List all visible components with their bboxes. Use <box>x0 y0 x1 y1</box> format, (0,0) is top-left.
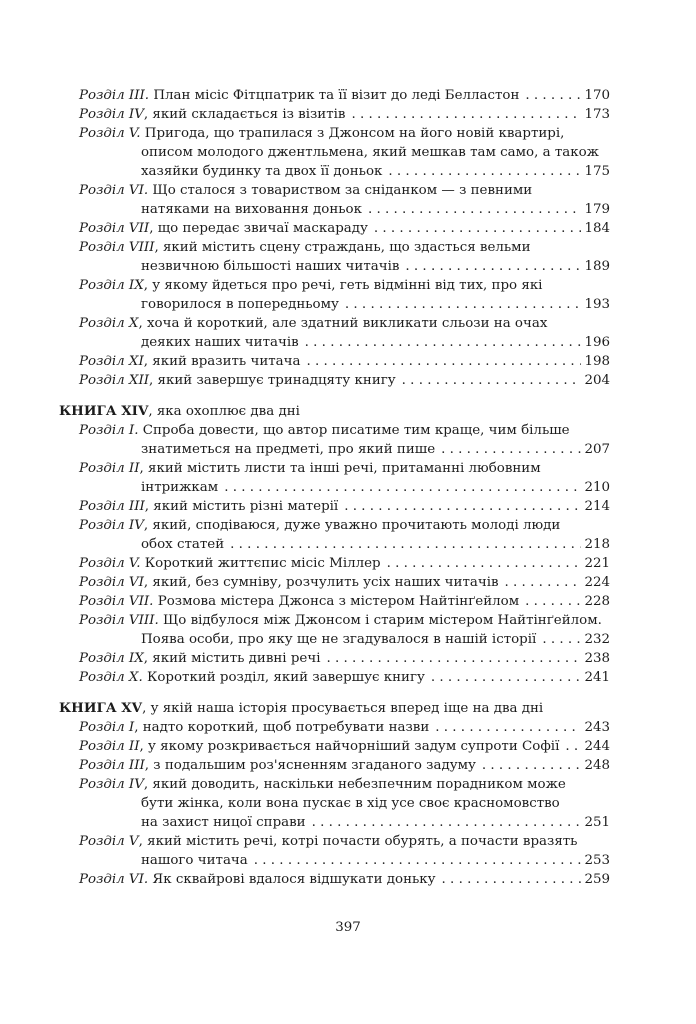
dot-leader <box>525 592 581 611</box>
page-ref: 224 <box>584 575 610 590</box>
page-ref: 228 <box>584 594 610 609</box>
chapter-title-text: незвичною більшості наших читачів <box>141 259 400 274</box>
toc-entry-line <box>0 276 610 295</box>
page-ref: 253 <box>584 853 610 868</box>
chapter-label: Розділ IV <box>79 107 144 122</box>
chapter-title-text: План місіс Фітцпатрик та її візит до леді Белластон <box>153 88 520 103</box>
table-of-contents <box>0 86 696 901</box>
chapter-title-text: говорилося в попередньому <box>141 297 339 312</box>
chapter-label: Розділ III <box>79 758 145 773</box>
toc-entry-line <box>0 592 610 611</box>
chapter-label: Розділ VI <box>79 575 144 590</box>
chapter-title-text: нашого читача <box>141 853 248 868</box>
chapter-label: Розділ V. <box>79 556 141 571</box>
chapter-label: Розділ V. <box>79 126 141 141</box>
dot-leader <box>230 535 581 554</box>
chapter-title-text: Що відбулося між Джонсом і старим містером Найтінґейлом. <box>163 613 602 628</box>
chapter-title-text: , який містить листи та інші речі, притаманні любовним <box>139 461 541 476</box>
page-ref: 170 <box>584 88 610 103</box>
dot-leader <box>505 573 582 592</box>
chapter-label: Розділ X <box>79 316 139 331</box>
page-ref: 232 <box>584 632 610 647</box>
toc-entry-line <box>0 737 610 756</box>
toc-entry[interactable] <box>0 352 610 371</box>
dot-leader <box>326 649 581 668</box>
dot-leader <box>441 440 581 459</box>
toc-entry-line <box>0 535 610 554</box>
page-ref: 189 <box>584 259 610 274</box>
page-ref: 184 <box>584 221 610 236</box>
book-heading <box>0 699 619 718</box>
dot-leader <box>402 371 582 390</box>
toc-entry-line <box>0 630 610 649</box>
chapter-label: Розділ XII <box>79 373 150 388</box>
book-title: КНИГА XIV <box>59 403 149 419</box>
chapter-label: Розділ I <box>79 720 135 735</box>
toc-entry-line <box>0 219 610 238</box>
chapter-title-text: , який завершує тринадцяту книгу <box>149 373 396 388</box>
chapter-title-text: знатиметься на предметі, про який пише <box>141 442 436 457</box>
toc-entry-line <box>0 105 610 124</box>
toc-entry[interactable] <box>0 238 610 276</box>
chapter-title-text: Короткий розділ, який завершує книгу <box>146 670 425 685</box>
page-ref: 248 <box>584 758 610 773</box>
dot-leader <box>344 497 581 516</box>
chapter-label: Розділ XI <box>79 354 144 369</box>
chapter-label: Розділ VIII <box>79 240 155 255</box>
toc-entry-line <box>0 352 610 371</box>
toc-entry[interactable] <box>0 718 610 737</box>
toc-entry-line <box>0 257 610 276</box>
page-ref: 259 <box>584 872 610 887</box>
chapter-title-text: , який містить дивні речі <box>143 651 321 666</box>
toc-entry[interactable] <box>0 459 610 497</box>
chapter-label: Розділ IX <box>79 651 144 666</box>
page-ref: 214 <box>584 499 610 514</box>
chapter-label: Розділ IV <box>79 518 144 533</box>
page-ref: 173 <box>584 107 610 122</box>
chapter-label: Розділ VII. <box>79 594 154 609</box>
dot-leader <box>387 554 582 573</box>
toc-entry-line <box>0 832 610 851</box>
book-section <box>0 699 696 889</box>
chapter-title-text: , який складається із візитів <box>143 107 346 122</box>
chapter-title-text: , що передає звичаї маскараду <box>149 221 368 236</box>
chapter-label: Розділ VI. <box>79 872 149 887</box>
toc-entry[interactable] <box>0 276 610 314</box>
page-ref: 179 <box>584 202 610 217</box>
page-ref: 198 <box>584 354 610 369</box>
toc-entry[interactable] <box>0 649 610 668</box>
toc-entry-line <box>0 421 610 440</box>
toc-entry-line <box>0 497 610 516</box>
toc-entry-line <box>0 649 610 668</box>
chapter-label: Розділ III <box>79 499 145 514</box>
toc-entry[interactable] <box>0 554 610 573</box>
toc-entry[interactable] <box>0 737 610 756</box>
toc-entry-line <box>0 200 610 219</box>
dot-leader <box>305 333 582 352</box>
toc-entry-line <box>0 756 610 775</box>
chapter-label: Розділ II <box>79 461 140 476</box>
toc-entry[interactable] <box>0 421 610 459</box>
toc-entry[interactable] <box>0 497 610 516</box>
toc-entry[interactable] <box>0 371 610 390</box>
toc-entry[interactable] <box>0 219 610 238</box>
page-ref: 244 <box>584 739 610 754</box>
chapter-title-text: Пригода, що трапилася з Джонсом на його новій квартирі, <box>144 126 565 141</box>
toc-entry[interactable] <box>0 181 610 219</box>
dot-leader <box>431 668 582 687</box>
toc-entry[interactable] <box>0 516 610 554</box>
chapter-title-text: Короткий життєпис місіс Міллер <box>144 556 381 571</box>
toc-entry-line <box>0 611 610 630</box>
toc-entry[interactable] <box>0 592 610 611</box>
dot-leader <box>254 851 582 870</box>
toc-entry[interactable] <box>0 775 610 832</box>
chapter-label: Розділ III. <box>79 88 150 103</box>
toc-entry[interactable] <box>0 86 610 105</box>
chapter-title-text: , хоча й короткий, але здатний викликати сльози на очах <box>138 316 548 331</box>
toc-entry[interactable] <box>0 105 610 124</box>
toc-entry[interactable] <box>0 573 610 592</box>
dot-leader <box>351 105 581 124</box>
page-number: 397 <box>335 920 361 935</box>
chapter-title-text: , який містить речі, котрі почасти обурять, а почасти вразять <box>138 834 578 849</box>
chapter-title-text: Як сквайрові вдалося відшукати доньку <box>152 872 436 887</box>
toc-entry-line <box>0 440 610 459</box>
dot-leader <box>224 478 581 497</box>
toc-entry-line <box>0 668 610 687</box>
chapter-title-text: Розмова містера Джонса з містером Найтінґейлом <box>157 594 520 609</box>
chapter-label: Розділ X. <box>79 670 143 685</box>
chapter-label: Розділ VI. <box>79 183 149 198</box>
toc-entry-line <box>0 162 610 181</box>
page-ref: 207 <box>584 442 610 457</box>
toc-entry-line <box>0 478 610 497</box>
toc-entry-line <box>0 371 610 390</box>
toc-entry-line <box>0 295 610 314</box>
chapter-label: Розділ VIII. <box>79 613 159 628</box>
toc-entry[interactable] <box>0 870 610 889</box>
dot-leader <box>374 219 582 238</box>
page-ref: 175 <box>584 164 610 179</box>
chapter-title-text: описом молодого джентльмена, який мешкав там само, а також <box>141 145 599 160</box>
chapter-title-text: , у якому розкривається найчорніший задум супроти Софії <box>139 739 560 754</box>
toc-entry[interactable] <box>0 611 610 649</box>
toc-entry-line <box>0 794 610 813</box>
page-ref: 193 <box>584 297 610 312</box>
dot-leader <box>542 630 581 649</box>
chapter-title-text: Спроба довести, що автор писатиме тим краще, чим більше <box>142 423 570 438</box>
toc-entry-line <box>0 718 610 737</box>
toc-entry-line <box>0 124 610 143</box>
dot-leader <box>435 718 581 737</box>
chapter-title-text: , який, сподіваюся, дуже уважно прочитають молоді люди <box>143 518 561 533</box>
book-heading <box>0 402 619 421</box>
dot-leader <box>442 870 582 889</box>
dot-leader <box>306 352 581 371</box>
dot-leader <box>368 200 581 219</box>
chapter-title-text: , який, без сумніву, розчулить усіх наших читачів <box>143 575 499 590</box>
page-ref: 243 <box>584 720 610 735</box>
dot-leader <box>405 257 581 276</box>
chapter-title-text: , у якому йдеться про речі, геть відмінні від тих, про які <box>143 278 543 293</box>
toc-entry-line <box>0 459 610 478</box>
toc-entry-line <box>0 143 610 162</box>
page-ref: 204 <box>584 373 610 388</box>
chapter-title-text: , який містить різні матерії <box>144 499 339 514</box>
book-subtitle: , у якій наша історія просувається вперед іще на два дні <box>142 701 544 716</box>
dot-leader <box>525 86 581 105</box>
toc-entry[interactable] <box>0 124 610 181</box>
toc-entry-line <box>0 314 610 333</box>
chapter-title-text: на захист ницої справи <box>141 815 306 830</box>
toc-entry[interactable] <box>0 668 610 687</box>
toc-entry-line <box>0 86 610 105</box>
toc-entry-line <box>0 870 610 889</box>
chapter-label: Розділ IV <box>79 777 144 792</box>
chapter-title-text: , який доводить, наскільки небезпечним порадником може <box>143 777 566 792</box>
dot-leader <box>388 162 581 181</box>
dot-leader <box>312 813 582 832</box>
chapter-label: Розділ IX <box>79 278 144 293</box>
chapter-title-text: , який вразить читача <box>143 354 301 369</box>
chapter-label: Розділ VII <box>79 221 150 236</box>
toc-entry-line <box>0 181 610 200</box>
chapter-title-text: деяких наших читачів <box>141 335 299 350</box>
chapter-title-text: , з подальшим роз'ясненням згаданого задуму <box>144 758 476 773</box>
chapter-title-text: бути жінка, коли вона пускає в хід усе своє красномовство <box>141 796 560 811</box>
toc-entry-line <box>0 775 610 794</box>
page-ref: 210 <box>584 480 610 495</box>
dot-leader <box>482 756 582 775</box>
chapter-title-text: інтрижкам <box>141 480 219 495</box>
book-title: КНИГА XV <box>59 700 143 716</box>
chapter-title-text: обох статей <box>141 537 225 552</box>
toc-entry-line <box>0 813 610 832</box>
chapter-title-text: Поява особи, про яку ще не згадувалося в нашій історії <box>141 632 537 647</box>
chapter-title-text: , який містить сцену страждань, що здасться вельми <box>154 240 531 255</box>
book-section <box>0 86 696 390</box>
toc-entry-line <box>0 554 610 573</box>
chapter-label: Розділ V <box>79 834 139 849</box>
chapter-title-text: Що сталося з товариством за сніданком — з певними <box>152 183 533 198</box>
chapter-label: Розділ I. <box>79 423 139 438</box>
chapter-title-text: натяками на виховання доньок <box>141 202 362 217</box>
toc-entry-line <box>0 333 610 352</box>
chapter-title-text: , надто короткий, щоб потребувати назви <box>134 720 430 735</box>
toc-entry[interactable] <box>0 756 610 775</box>
page-ref: 196 <box>584 335 610 350</box>
dot-leader <box>565 737 581 756</box>
page-ref: 221 <box>584 556 610 571</box>
toc-entry-line <box>0 851 610 870</box>
toc-entry[interactable] <box>0 314 610 352</box>
toc-entry-line <box>0 573 610 592</box>
page-ref: 241 <box>584 670 610 685</box>
book-section <box>0 402 696 687</box>
chapter-title-text: хазяйки будинку та двох її доньок <box>141 164 383 179</box>
dot-leader <box>345 295 582 314</box>
toc-entry-line <box>0 516 610 535</box>
book-subtitle: , яка охоплює два дні <box>148 404 300 419</box>
page-ref: 218 <box>584 537 610 552</box>
toc-entry[interactable] <box>0 832 610 870</box>
chapter-label: Розділ II <box>79 739 140 754</box>
page-ref: 238 <box>584 651 610 666</box>
page-ref: 251 <box>584 815 610 830</box>
toc-entry-line <box>0 238 610 257</box>
